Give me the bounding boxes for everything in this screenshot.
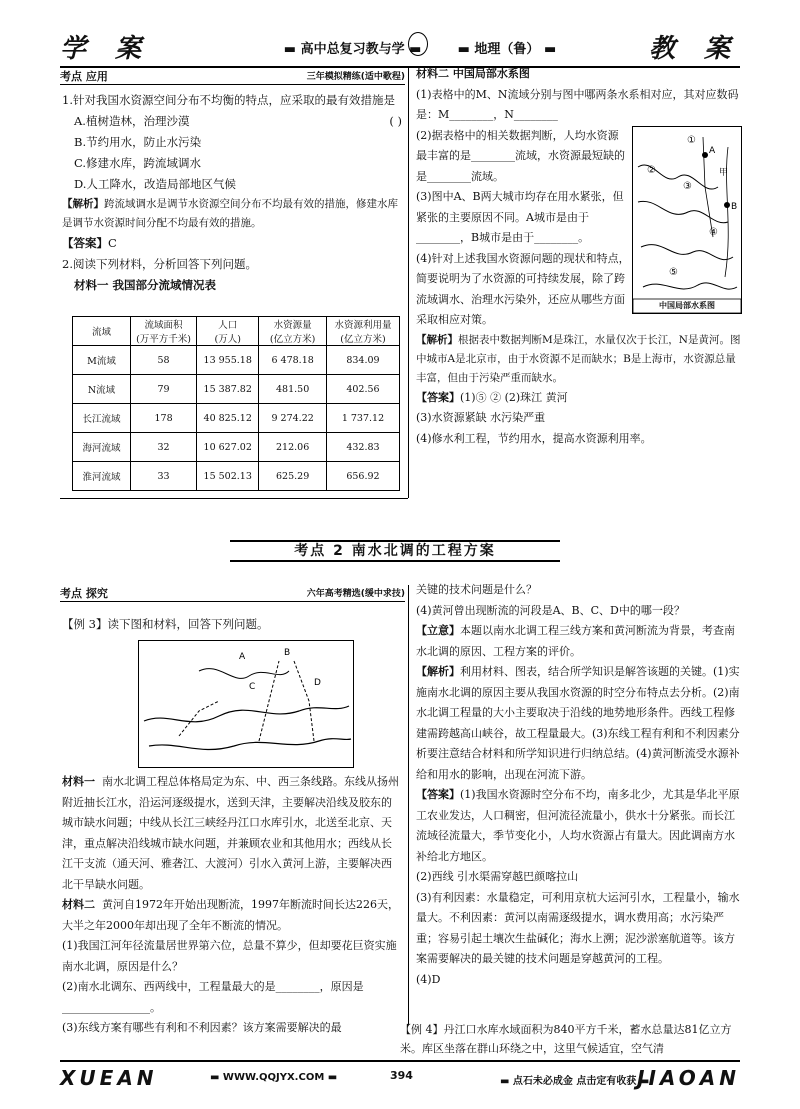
q1-stem: 1.针对我国水资源空间分布不均衡的特点，应采取的最有效措施是 <box>62 93 395 107</box>
table-header-cell: 水资源利用量 (亿立方米) <box>326 317 399 346</box>
header-series: ▬ 高中总复习教与学 ▬ <box>283 42 422 57</box>
section2-left-column <box>62 772 402 1039</box>
section1-left-column <box>62 90 402 296</box>
table-cell: 15 387.82 <box>197 375 259 404</box>
q1-option-d: D.人工降水，改造局部地区气候 <box>74 177 236 191</box>
svg-text:A: A <box>709 146 716 156</box>
table-row <box>73 404 400 433</box>
table-header-cell: 水资源量 (亿立方米) <box>259 317 327 346</box>
table-cell: 10 627.02 <box>197 433 259 462</box>
s2-material1: 南水北调工程总体格局定为东、中、西三条线路。东线从扬州附近抽长江水，沿运河逐级提水，送到天津，主要解决沿线及胶东的城市缺水问题；中线从长江三峡经丹江口水库引水，北送至北京、天津，重点解决沿线城市缺水问题，并兼顾农业和其他用水；西线从长江干支流（通天河、雅砻江、大渡河）引水入黄河上游，主要解决西北干旱缺水问题。 <box>62 775 399 891</box>
table-cell: 402.56 <box>326 375 399 404</box>
example3-title: 【例 3】读下图和材料，回答下列问题。 <box>62 617 269 631</box>
s2-question1: (1)我国江河年径流量居世界第六位，总量不算少，但却要花巨资实施南水北调，原因是什么？ <box>62 939 397 973</box>
footer-rule <box>60 1060 740 1062</box>
table-cell: 长江流域 <box>73 404 131 433</box>
q2-answer-2: (3)水资源紧缺 水污染严重 <box>416 411 546 424</box>
table-cell: 33 <box>131 462 197 491</box>
svg-text:B: B <box>284 648 291 658</box>
table-cell: 1 737.12 <box>326 404 399 433</box>
s2-question2: (2)南水北调东、西两线中，工程量最大的是________，原因是________________。 <box>62 980 364 1014</box>
jiexi-text: 利用材料、图表，结合所学知识是解答该题的关键。(1)实施南水北调的原因主要从我国水资源的时空分布特点去分析。(2)南水北调工程量的大小主要取决于沿线的地势地形条件。西线工程修建需跨越高山峡谷，故工程量最大。(3)东线工程有利和不利因素分析要注意结合材料和所学知识进行归纳总结。(4)黄河断流受水源补给和用水的影响，出现在河流下游。 <box>416 665 740 781</box>
q1-analysis-label: 【解析】 <box>62 198 104 210</box>
header-brand-right: 教 案 <box>648 34 740 64</box>
s2-question3: (3)东线方案有哪些有利和不利因素？该方案需要解决的最 <box>62 1021 342 1034</box>
s2-material1-label: 材料一 <box>62 775 95 788</box>
section2-banner: 考点 2 南水北调的工程方案 <box>230 540 560 562</box>
table-cell: 海河流域 <box>73 433 131 462</box>
table-cell: M流域 <box>73 346 131 375</box>
liyi-label: 【立意】 <box>416 624 460 637</box>
jiexi-label: 【解析】 <box>416 665 460 678</box>
section1-tag-bar <box>60 68 405 85</box>
q1-analysis: 跨流域调水是调节水资源空间分布不均最有效的措施，修建水库是调节水资源时间分配不均最有效的措施。 <box>62 198 398 229</box>
basin-table <box>72 316 400 491</box>
table-cell: 淮河流域 <box>73 462 131 491</box>
svg-text:D: D <box>314 678 321 688</box>
q2-part3: (3)图中A、B两大城市均存在用水紧张，但紧张的主要原因不同。A城市是由于________，B城市是由于________。 <box>416 190 624 244</box>
svg-text:B: B <box>731 202 738 212</box>
table-cell: 13 955.18 <box>197 346 259 375</box>
section2-tag-right: 六年高考精选(缓中求技) <box>306 589 405 599</box>
south-north-diversion-map <box>138 640 354 768</box>
svg-text:⑤: ⑤ <box>669 267 678 278</box>
emblem-icon <box>408 32 428 56</box>
q2-part2: (2)据表格中的相关数据判断，人均水资源最丰富的是________流域，水资源最短缺的是________流域。 <box>416 128 625 183</box>
table-cell: 656.92 <box>326 462 399 491</box>
header-brand-left: 学 案 <box>60 34 152 64</box>
svg-text:①: ① <box>687 135 696 146</box>
footer-brand-right: JIAOAN <box>637 1066 740 1090</box>
river-map-graphic <box>633 127 741 313</box>
footer-slogan: ▬ 点石未必成金 点击定有收获 ▬ <box>500 1076 650 1087</box>
river-system-map <box>632 126 742 314</box>
q2-answer-3: (4)修水利工程，节约用水，提高水资源利用率。 <box>416 431 652 445</box>
table-cell: 834.09 <box>326 346 399 375</box>
page-footer <box>60 1060 740 1090</box>
svg-text:③: ③ <box>683 181 692 192</box>
section1-tag-right: 三年模拟精练(适中歌程) <box>306 72 405 82</box>
table-cell: 15 502.13 <box>197 462 259 491</box>
table-header-row <box>73 317 400 346</box>
section1-tag: 考点 应用 <box>60 70 108 83</box>
page-number: 394 <box>390 1069 413 1082</box>
q2-part4: (4)针对上述我国水资源问题的现状和特点，简要说明为了水资源的可持续发展，除了跨流域调水、治理水污染外，还应从哪些方面采取相应对策。 <box>416 251 630 326</box>
s2-material2-label: 材料二 <box>62 898 95 911</box>
q1-answer-label: 【答案】 <box>62 236 108 250</box>
table-header-cell: 人口 (万人) <box>197 317 259 346</box>
material2-title: 材料二 中国局部水系图 <box>416 67 530 80</box>
svg-text:A: A <box>239 652 246 662</box>
table-cell: 32 <box>131 433 197 462</box>
example3-stem <box>62 614 402 635</box>
q1-option-b: B.节约用水，防止水污染 <box>74 135 202 149</box>
q2-analysis-label: 【解析】 <box>416 333 458 346</box>
section2-right-column <box>416 580 741 990</box>
column-divider-2 <box>408 585 409 1025</box>
s2-material2: 黄河自1972年开始出现断流，1997年断流时间长达226天，大半之年2000年却出现了全年不断流的情况。 <box>62 898 399 932</box>
table-row <box>73 375 400 404</box>
table-header-cell: 流域 <box>73 317 131 346</box>
q1-answer: C <box>108 236 117 250</box>
header-subject: ▬ 地理（鲁） ▬ <box>457 42 557 57</box>
table-cell: 40 825.12 <box>197 404 259 433</box>
map-caption: 中国局部水系图 <box>659 301 715 310</box>
table-cell: 6 478.18 <box>259 346 327 375</box>
example4-stem <box>400 1020 740 1058</box>
footer-site: ▬ WWW.QQJYX.COM ▬ <box>210 1072 338 1083</box>
column-divider <box>408 68 409 498</box>
daan-3: (3)有利因素：水量稳定，可利用京杭大运河引水，工程量小，输水量大。不利因素：黄河以南需逐级提水，调水费用高；水污染严重；容易引起土壤次生盐碱化；海水上溯；泥沙淤塞航道等。该方案需要解决的最关键的技术问题是穿越黄河的工程。 <box>416 890 740 965</box>
table-cell: 625.29 <box>259 462 327 491</box>
q1-option-c: C.修建水库，跨流域调水 <box>74 156 202 170</box>
daan-2: (2)西线 引水渠需穿越巴颜喀拉山 <box>416 870 579 883</box>
q1-option-a: A.植树造林，治理沙漠 <box>74 114 190 128</box>
q2-answer-1: (1)⑤ ② (2)珠江 黄河 <box>460 390 568 404</box>
table-cell: 212.06 <box>259 433 327 462</box>
table-cell: 79 <box>131 375 197 404</box>
liyi-text: 本题以南水北调工程三线方案和黄河断流为背景，考查南水北调的原因、工程方案的评价。 <box>416 624 735 658</box>
q2-analysis: 根据表中数据判断M是珠江，水量仅次于长江，N是黄河。图中城市A是北京市，由于水资源不足而缺水；B是上海市，水资源总量丰富，但由于污染严重而缺水。 <box>416 333 741 384</box>
example4-text: 【例 4】丹江口水库水域面积为840平方千米，蓄水总量达81亿立方米。库区坐落在群山环绕之中，这里气候适宜，空气清 <box>400 1023 732 1055</box>
s2-question4: (4)黄河曾出现断流的河段是A、B、C、D中的哪一段？ <box>416 603 685 617</box>
table-row <box>73 433 400 462</box>
section1-bottom-rule <box>60 498 408 499</box>
daan-4: (4)D <box>416 972 441 986</box>
page-header <box>60 28 740 62</box>
s2-q3-continued: 关键的技术问题是什么？ <box>416 583 537 596</box>
section2-tag: 考点 探究 <box>60 587 108 600</box>
table-cell: 9 274.22 <box>259 404 327 433</box>
q1-bracket: ( ) <box>389 114 402 128</box>
table-cell: 481.50 <box>259 375 327 404</box>
svg-text:④: ④ <box>709 227 718 238</box>
svg-text:C: C <box>249 682 256 692</box>
material1-title: 材料一 我国部分流域情况表 <box>74 278 217 292</box>
section2-tag-bar <box>60 585 405 602</box>
svg-text:②: ② <box>647 165 656 176</box>
diversion-map-graphic <box>139 641 353 767</box>
table-cell: 178 <box>131 404 197 433</box>
table-header-cell: 流域面积 (万平方千米) <box>131 317 197 346</box>
table-row <box>73 346 400 375</box>
table-cell: 432.83 <box>326 433 399 462</box>
table-cell: N流域 <box>73 375 131 404</box>
q2-answer-label: 【答案】 <box>416 390 460 404</box>
q2-part1: (1)表格中的M、N流域分别与图中哪两条水系相对应，其对应数码是：M________，N________ <box>416 87 739 121</box>
table-cell: 58 <box>131 346 197 375</box>
table-row <box>73 462 400 491</box>
svg-text:甲: 甲 <box>719 168 729 178</box>
footer-brand-left: XUEAN <box>60 1066 158 1090</box>
daan-label: 【答案】 <box>416 788 460 801</box>
daan-1: (1)我国水资源时空分布不均，南多北少，尤其是华北平原工农业发达，人口稠密，但河流径流量小，供水十分紧张。而长江流域径流量大，季节变化小，人均水资源占有量大。因此调南方水补给北方地区。 <box>416 788 740 863</box>
q2-stem: 2.阅读下列材料，分析回答下列问题。 <box>62 257 257 271</box>
